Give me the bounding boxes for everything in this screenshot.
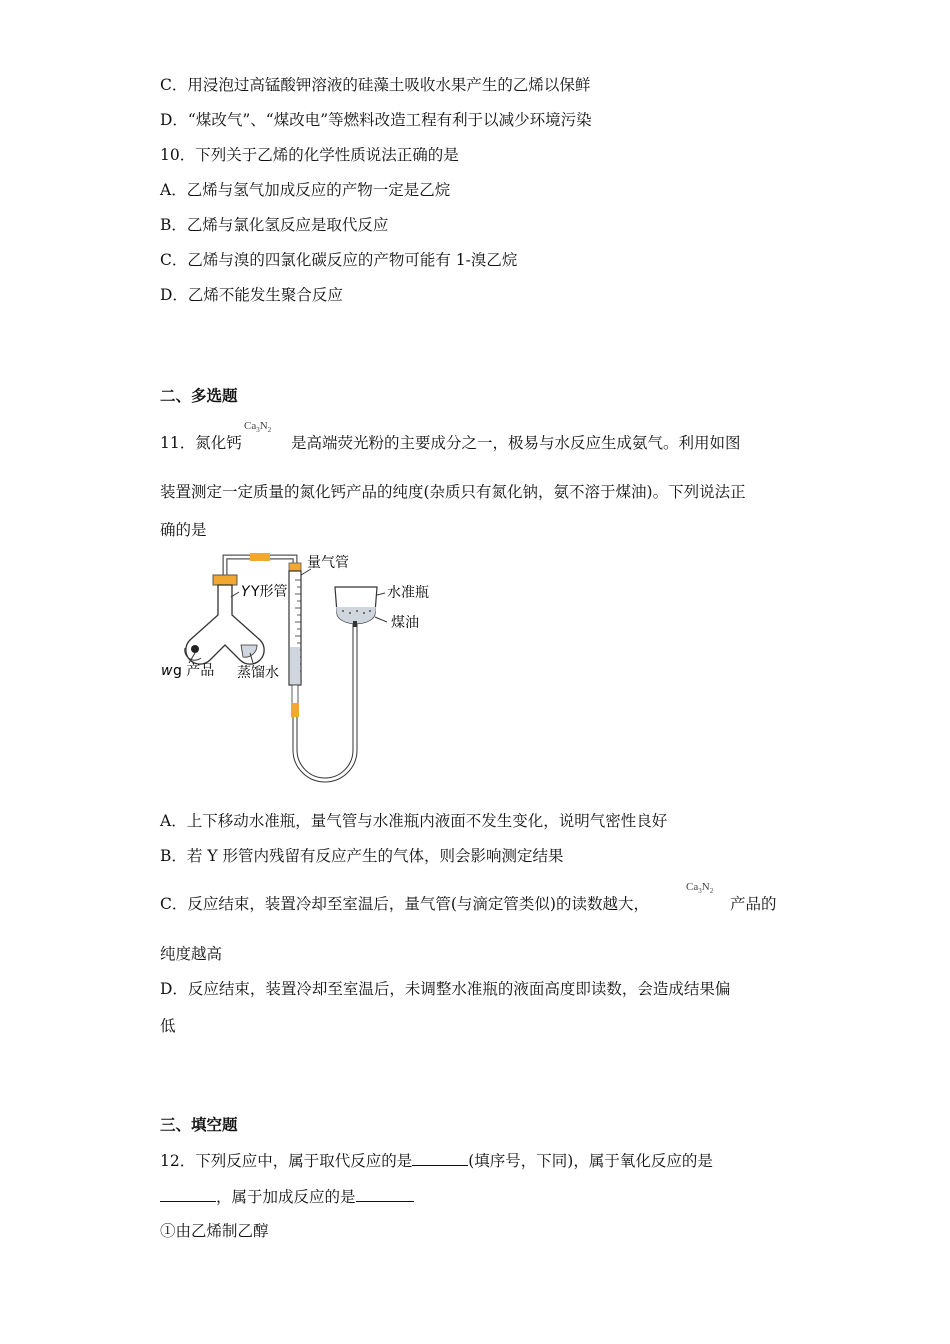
q10-option-d: D．乙烯不能发生聚合反应: [160, 286, 343, 304]
q11-stem-part2: 是高端荧光粉的主要成分之一，极易与水反应生成氨气。利用如图: [291, 434, 741, 452]
q12-stem-line1: [160, 1149, 713, 1172]
q9-option-c: C．用浸泡过高锰酸钾溶液的硅藻土吸收水果产生的乙烯以保鲜: [160, 76, 591, 94]
section-title-fill-in: 三、填空题: [160, 1115, 238, 1134]
q11-option-c-part2: 产品的: [730, 895, 777, 913]
y-tube-label: Y形管: [251, 584, 288, 600]
q11-stem-line2: 装置测定一定质量的氮化钙产品的纯度(杂质只有氮化钠，氨不溶于煤油)。下列说法正: [160, 483, 746, 501]
gas-tube-label: 量气管: [307, 555, 349, 571]
q11-stem-line3: 确的是: [160, 521, 207, 539]
q12-item-1: ①由乙烯制乙醇: [160, 1222, 269, 1240]
product-mass-letter: w: [161, 663, 173, 679]
q11-formula-ca3n2: $Ca_3N_2$: [244, 420, 272, 435]
answer-blank-oxidation[interactable]: [160, 1185, 216, 1202]
level-bottle-label: 水准瓶: [387, 585, 429, 601]
rubber-joint: [250, 553, 270, 561]
gas-tube-stopper: [289, 563, 301, 571]
y-tube-stopper: [213, 575, 237, 585]
q12-stem-part1: 12．下列反应中，属于取代反应的是: [160, 1152, 413, 1170]
q11-option-b: B．若 Y 形管内残留有反应产生的气体，则会影响测定结果: [160, 847, 564, 865]
q10-option-b: B．乙烯与氯化氢反应是取代反应: [160, 216, 389, 234]
y-tube-letter: Y: [241, 584, 250, 600]
q12-stem-part2: (填序号，下同)，属于氧化反应的是: [468, 1152, 713, 1170]
q12-stem-part3: ，属于加成反应的是: [216, 1188, 356, 1206]
q11-option-d-line2: 低: [160, 1017, 176, 1035]
answer-blank-addition[interactable]: [356, 1185, 414, 1202]
distilled-water-label: 蒸馏水: [237, 665, 279, 681]
q11-option-c-part1: C．反应结束，装置冷却至室温后，量气管(与滴定管类似)的读数越大，: [160, 895, 649, 913]
q9-option-d: D．“煤改气”、“煤改电”等燃料改造工程有利于以减少环境污染: [160, 111, 592, 129]
q11-stem-part1: 11．氮化钙: [160, 434, 242, 452]
answer-blank-substitution[interactable]: [412, 1149, 468, 1166]
hose-joint: [291, 703, 299, 717]
q10-option-c: C．乙烯与溴的四氯化碳反应的产物可能有 1-溴乙烷: [160, 251, 518, 269]
product-sample: [191, 645, 199, 653]
rubber-hose: [295, 620, 355, 780]
q11-option-d-line1: D．反应结束，装置冷却至室温后，未调整水准瓶的液面高度即读数，会造成结果偏: [160, 980, 731, 998]
product-label: g 产品: [173, 663, 215, 679]
kerosene-label: 煤油: [391, 615, 419, 631]
q11-option-a: A．上下移动水准瓶，量气管与水准瓶内液面不发生变化，说明气密性良好: [160, 812, 668, 830]
q11-option-c-formula: $Ca_3N_2$: [686, 881, 714, 896]
section-title-multiple-choice: 二、多选题: [160, 386, 238, 405]
q11-option-c-line2: 纯度越高: [160, 945, 223, 963]
q10-stem: 10．下列关于乙烯的化学性质说法正确的是: [160, 146, 459, 164]
q10-option-a: A．乙烯与氢气加成反应的产物一定是乙烷: [160, 181, 451, 199]
apparatus-diagram: [155, 545, 455, 790]
q12-stem-line2: [160, 1185, 414, 1208]
